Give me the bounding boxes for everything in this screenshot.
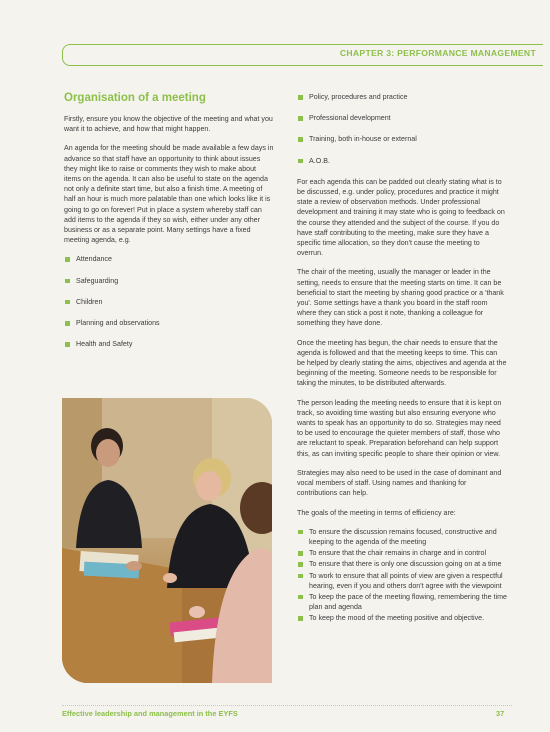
- list-item-text: To ensure that there is only one discussion going on at a time: [309, 560, 502, 569]
- chapter-title: CHAPTER 3: PERFORMANCE MANAGEMENT: [339, 48, 536, 58]
- paragraph: The person leading the meeting needs to ensure that it is kept on track, so avoiding time wasting but also ensuring everyone who wants to speak has an opportunity to do so. Strategies may need to be used to encourage the quieter members of staff, those who are reluctant to speak. Preparation beforehand can help support this, as can inviting specific people to share their opinion or view.: [297, 398, 502, 458]
- square-bullet-icon: [298, 530, 303, 535]
- list-item: [297, 113, 507, 123]
- list-item-text: To ensure the discussion remains focused, constructive and keeping to the agenda of the meeting: [309, 527, 497, 546]
- list-item: [64, 254, 274, 264]
- goals-list: [297, 527, 507, 624]
- list-item-text: Policy, procedures and practice: [309, 93, 408, 101]
- meeting-photo: [62, 398, 272, 683]
- left-column: [64, 92, 274, 360]
- list-item: [64, 318, 274, 328]
- list-item-text: To ensure that the chair remains in charge and in control: [309, 549, 487, 558]
- square-bullet-icon: [65, 279, 70, 284]
- paragraph: Strategies may also need to be used in the case of dominant and vocal members of staff. Using names and thanking for contributions can help.: [297, 468, 502, 498]
- paragraph: Once the meeting has begun, the chair needs to ensure that the agenda is followed and that the meeting keeps to time. This can be helped by clearly stating the aims, objectives and agenda at the beginning of the meeting. Someone needs to be responsible for taking the minutes, to be distributed afterwards.: [297, 338, 507, 388]
- agenda-list: [64, 254, 274, 349]
- square-bullet-icon: [65, 321, 70, 326]
- list-item-text: Professional development: [309, 114, 391, 123]
- square-bullet-icon: [65, 257, 70, 262]
- list-item: [64, 276, 274, 286]
- square-bullet-icon: [298, 551, 303, 556]
- list-item: [297, 92, 507, 102]
- page-number: 37: [496, 709, 505, 718]
- square-bullet-icon: [65, 300, 70, 305]
- list-item-text: To work to ensure that all points of view are given a respectful hearing, even if you and others don't agree with the viewpoint: [309, 571, 503, 590]
- square-bullet-icon: [298, 574, 303, 579]
- paragraph: Firstly, ensure you know the objective of the meeting and what you want it to achieve, and how that might happen.: [64, 115, 273, 134]
- agenda-list-continued: [297, 92, 507, 166]
- square-bullet-icon: [65, 342, 70, 347]
- square-bullet-icon: [298, 95, 303, 100]
- list-item: [297, 613, 507, 623]
- list-item: [64, 339, 274, 349]
- list-item: [297, 559, 507, 569]
- list-item-text: Training, both in-house or external: [309, 135, 417, 144]
- list-item-text: A.O.B.: [309, 156, 330, 165]
- list-item: [64, 297, 274, 307]
- list-item-text: Safeguarding: [76, 276, 119, 285]
- list-item: [297, 592, 507, 612]
- paragraph: The chair of the meeting, usually the manager or leader in the setting, needs to ensure that the meeting starts on time. It can be beneficial to start the meeting by sharing good practice or a 'thank you'. Some settings have a thank you board in the staff room where they can stick a post it note, thanking a colleague for something they have done.: [297, 268, 504, 328]
- list-item-text: Attendance: [76, 255, 112, 264]
- section-heading: Organisation of a meeting: [64, 92, 206, 104]
- list-item-text: To keep the mood of the meeting positive and objective.: [309, 614, 485, 623]
- list-item: [297, 134, 507, 144]
- list-item-text: Health and Safety: [76, 340, 133, 349]
- square-bullet-icon: [298, 616, 303, 621]
- square-bullet-icon: [298, 116, 303, 121]
- square-bullet-icon: [298, 137, 303, 142]
- right-column: [297, 92, 507, 634]
- list-item-text: Planning and observations: [76, 319, 160, 328]
- list-item: [297, 156, 507, 166]
- list-item-text: Children: [76, 297, 103, 306]
- square-bullet-icon: [298, 159, 303, 164]
- square-bullet-icon: [298, 562, 303, 567]
- paragraph: The goals of the meeting in terms of efficiency are:: [297, 508, 456, 517]
- footer-book-title: Effective leadership and management in the EYFS: [62, 709, 238, 718]
- list-item-text: To keep the pace of the meeting flowing, remembering the time plan and agenda: [309, 592, 507, 612]
- square-bullet-icon: [298, 595, 303, 600]
- list-item: [297, 527, 507, 547]
- meeting-photo-illustration: [62, 398, 272, 683]
- paragraph: An agenda for the meeting should be made available a few days in advance so that staff have an opportunity to think about issues they might like to raise or comments they wish to make about items on the agenda. It can also be useful to state on the agenda not only a definite start time, but also a finish time. A meeting of half an hour is much more palatable than one which looks like it is going to go on forever! Put in place a system whereby staff can add items to the agenda if they so wish, either under any other business or as a separate point. Many settings have a fixed meeting agenda, e.g.: [64, 144, 274, 245]
- list-item: [297, 571, 507, 591]
- paragraph: For each agenda this can be padded out clearly stating what is to be discussed, e.g. under policy, procedures and practice it might state a review of observation methods. Under professional development and training it may state who is going to feedback on the course they attended and the subject of the course. If you do have staff contributing to the meeting, make sure they have a specific time allocation, so they don't cause the meeting to overrun.: [297, 177, 505, 258]
- footer-divider: [62, 705, 512, 706]
- list-item: [297, 548, 507, 558]
